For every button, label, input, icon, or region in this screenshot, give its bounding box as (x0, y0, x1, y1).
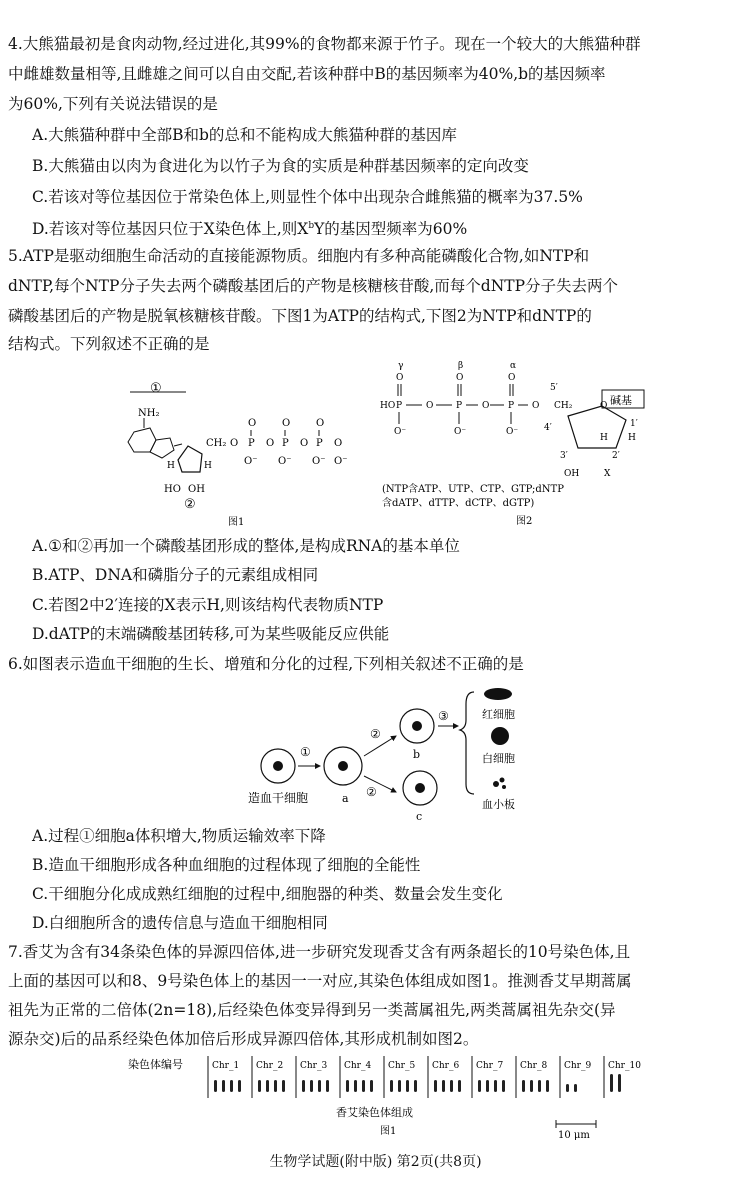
chromosome-label-9: Chr_9 (564, 1061, 592, 1071)
atp-o-3: O (300, 438, 309, 449)
karyotype-caption: 图1 (380, 1126, 397, 1137)
ntp-gamma: γ (398, 361, 404, 371)
atp-h-2: H (204, 461, 212, 471)
q6-line1: 6.如图表示造血干细胞的生长、增殖和分化的过程,下列相关叙述不正确的是 (8, 655, 524, 673)
chromosome-4-mark-4 (370, 1080, 373, 1092)
q4-option-c: C.若该对等位基因位于常染色体上,则显性个体中出现杂合雌熊猫的概率为37.5% (32, 188, 583, 206)
atp-oh: OH (188, 484, 205, 495)
atp-ch2: CH₂ (206, 438, 227, 449)
ntp-beta: β (458, 361, 464, 371)
q5-line3: 磷酸基团后的产物是脱氧核糖核苷酸。下图1为ATP的结构式,下图2为NTP和dNTP的 (8, 307, 592, 325)
chromosome-10-mark-2 (618, 1074, 621, 1092)
ntp-note-line2: 含dATP、dTTP、dCTP、dGTP) (382, 498, 535, 509)
stem-cell-label: 造血干细胞 (248, 791, 309, 805)
chromosome-label-1: Chr_1 (212, 1061, 240, 1071)
chromosome-4-mark-3 (362, 1080, 365, 1092)
q6-option-d: D.白细胞所含的遗传信息与造血干细胞相同 (32, 914, 328, 932)
step-1-label: ① (300, 745, 311, 759)
ntp-note-line1: (NTP含ATP、UTP、CTP、GTP;dNTP (382, 484, 564, 495)
chromosome-5-mark-2 (398, 1080, 401, 1092)
red-blood-cell-label: 红细胞 (482, 708, 515, 721)
q5-option-a: A.①和②再加一个磷酸基团形成的整体,是构成RNA的基本单位 (32, 537, 460, 555)
chromosome-6-mark-3 (450, 1080, 453, 1092)
platelet-label: 血小板 (482, 798, 515, 811)
chromosome-1-mark-2 (222, 1080, 225, 1092)
q7-line4: 源杂交)后的品系经染色体加倍后形成异源四倍体,其形成机制如图2。 (8, 1030, 479, 1048)
chromosome-6-mark-1 (434, 1080, 437, 1092)
q6-option-a: A.过程①细胞a体积增大,物质运输效率下降 (32, 827, 326, 845)
chromosome-8-mark-2 (530, 1080, 533, 1092)
q5-line1: 5.ATP是驱动细胞生命活动的直接能源物质。细胞内有多种高能磷酸化合物,如NTP和 (8, 247, 590, 265)
chromosome-4-mark-2 (354, 1080, 357, 1092)
atp-o-top-1: O (248, 418, 257, 429)
atp-p-3: P (316, 438, 323, 449)
ntp-ominus-1: O⁻ (394, 427, 407, 437)
atp-circle-1: ① (150, 381, 162, 396)
ntp-ch2: CH₂ (554, 401, 573, 411)
atp-p-2: P (282, 438, 289, 449)
chromosome-5-mark-1 (390, 1080, 393, 1092)
ntp-4prime: 4′ (544, 423, 552, 433)
atp-ominus-3: O⁻ (312, 456, 326, 467)
hematopoiesis-figure (236, 684, 536, 824)
ntp-o-top-a: O (508, 373, 516, 383)
ntp-ho: HO (380, 401, 396, 411)
q6-option-c: C.干细胞分化成成熟红细胞的过程中,细胞器的种类、数量会发生变化 (32, 885, 503, 903)
chromosome-8-mark-4 (546, 1080, 549, 1092)
chromosome-9-mark-2 (574, 1084, 577, 1092)
ntp-base: 碱基 (610, 394, 632, 407)
chromosome-label-4: Chr_4 (344, 1061, 372, 1071)
chromosome-3-mark-3 (318, 1080, 321, 1092)
atp-p-1: P (248, 438, 255, 449)
q5-line2: dNTP,每个NTP分子失去两个磷酸基团后的产物是核糖核苷酸,而每个dNTP分子失去两个 (8, 277, 619, 295)
cell-c-label: c (416, 810, 423, 823)
chromosome-5-mark-4 (414, 1080, 417, 1092)
chromosome-6-mark-2 (442, 1080, 445, 1092)
ntp-o-top-g: O (396, 373, 404, 383)
ntp-caption: 图2 (516, 516, 533, 527)
ntp-x: X (604, 469, 611, 479)
ntp-p-a: P (508, 401, 515, 411)
q4-option-d: D.若该对等位基因只位于X染色体上,则$X^bY$的基因型频率为60% (32, 220, 468, 239)
atp-o-top-3: O (316, 418, 325, 429)
atp-circle-2: ② (184, 497, 196, 512)
chromosome-7-mark-4 (502, 1080, 505, 1092)
cell-b-label: b (413, 748, 421, 761)
q5-line4: 结构式。下列叙述不正确的是 (8, 335, 210, 353)
q7-line1: 7.香艾为含有34条染色体的异源四倍体,进一步研究发现香艾含有两条超长的10号染色体,且 (8, 943, 631, 961)
chromosome-2-mark-2 (266, 1080, 269, 1092)
q4-line1: 4.大熊猫最初是食肉动物,经过进化,其99%的食物都来源于竹子。现在一个较大的大熊猫种群 (8, 35, 641, 53)
ntp-o-1: O (426, 401, 434, 411)
chromosome-3-mark-2 (310, 1080, 313, 1092)
page-footer: 生物学试题(附中版) 第2页(共8页) (269, 1154, 482, 1170)
white-blood-cell-label: 白细胞 (482, 752, 515, 765)
ntp-o-3: O (532, 401, 540, 411)
chromosome-1-mark-4 (238, 1080, 241, 1092)
karyotype-label: 染色体编号 (128, 1058, 183, 1071)
q5-option-d: D.dATP的末端磷酸基团转移,可为某些吸能反应供能 (32, 625, 390, 643)
chromosome-10-mark-1 (610, 1074, 613, 1092)
ntp-p-g: P (396, 401, 403, 411)
ntp-ominus-3: O⁻ (506, 427, 519, 437)
q6-option-b: B.造血干细胞形成各种血细胞的过程体现了细胞的全能性 (32, 856, 421, 874)
ntp-o-2: O (482, 401, 490, 411)
scale-bar-label: 10 μm (558, 1130, 590, 1141)
ntp-o-top-b: O (456, 373, 464, 383)
chromosome-label-2: Chr_2 (256, 1061, 284, 1071)
chromosome-label-10: Chr_10 (608, 1061, 641, 1071)
chromosome-6-mark-4 (458, 1080, 461, 1092)
q5-option-c: C.若图2中2′连接的X表示H,则该结构代表物质NTP (32, 596, 384, 614)
chromosome-2-mark-4 (282, 1080, 285, 1092)
chromosome-9-mark-1 (566, 1084, 569, 1092)
ntp-1prime: 1′ (630, 419, 638, 429)
atp-o-top-2: O (282, 418, 291, 429)
atp-ominus-4: O⁻ (334, 456, 348, 467)
ntp-h-1: H (628, 433, 636, 443)
chromosome-7-mark-1 (478, 1080, 481, 1092)
atp-ominus-1: O⁻ (244, 456, 258, 467)
q7-line2: 上面的基因可以和8、9号染色体上的基因一一对应,其染色体组成如图1。推测香艾早期蒿属 (8, 972, 632, 990)
karyotype-figure (120, 1054, 680, 1146)
q4-option-b: B.大熊猫由以肉为食进化为以竹子为食的实质是种群基因频率的定向改变 (32, 157, 529, 175)
q4-option-a: A.大熊猫种群中全部B和b的总和不能构成大熊猫种群的基因库 (32, 126, 457, 144)
step-3-label: ③ (438, 709, 449, 723)
step-2-label: ② (370, 727, 381, 741)
ntp-ominus-2: O⁻ (454, 427, 467, 437)
chromosome-3-mark-1 (302, 1080, 305, 1092)
atp-ho: HO (164, 484, 181, 495)
chromosome-label-5: Chr_5 (388, 1061, 416, 1071)
atp-o-2: O (266, 438, 275, 449)
chromosome-label-7: Chr_7 (476, 1061, 504, 1071)
chromosome-1-mark-1 (214, 1080, 217, 1092)
chromosome-1-mark-3 (230, 1080, 233, 1092)
atp-structure-figure (120, 380, 360, 530)
chromosome-label-6: Chr_6 (432, 1061, 460, 1071)
q7-line3: 祖先为正常的二倍体(2n=18),后经染色体变异得到另一类蒿属祖先,两类蒿属祖先杂交(异 (8, 1001, 616, 1019)
ntp-2prime: 2′ (612, 451, 620, 461)
q5-option-b: B.ATP、DNA和磷脂分子的元素组成相同 (32, 566, 319, 584)
chromosome-4-mark-1 (346, 1080, 349, 1092)
ntp-p-b: P (456, 401, 463, 411)
ntp-5prime: 5′ (550, 383, 558, 393)
atp-nh2: NH₂ (138, 408, 160, 419)
chromosome-label-8: Chr_8 (520, 1061, 548, 1071)
chromosome-2-mark-3 (274, 1080, 277, 1092)
chromosome-7-mark-2 (486, 1080, 489, 1092)
atp-caption: 图1 (228, 517, 245, 528)
chromosome-8-mark-3 (538, 1080, 541, 1092)
ntp-h-2: H (600, 433, 608, 443)
ntp-alpha: α (510, 361, 517, 371)
q4-line2: 中雌雄数量相等,且雌雄之间可以自由交配,若该种群中B的基因频率为40%,b的基因频率 (8, 65, 606, 83)
chromosome-2-mark-1 (258, 1080, 261, 1092)
q4-line3: 为60%,下列有关说法错误的是 (8, 95, 218, 113)
chromosome-8-mark-1 (522, 1080, 525, 1092)
ntp-ring-o: O (600, 401, 608, 411)
chromosome-3-mark-4 (326, 1080, 329, 1092)
cell-a-label: a (342, 792, 349, 805)
step-2b-label: ② (366, 785, 377, 799)
atp-ominus-2: O⁻ (278, 456, 292, 467)
atp-o-4: O (334, 438, 343, 449)
chromosome-5-mark-3 (406, 1080, 409, 1092)
karyotype-subtitle: 香艾染色体组成 (336, 1106, 413, 1119)
atp-h-1: H (167, 461, 175, 471)
atp-o-1: O (230, 438, 239, 449)
ntp-oh: OH (564, 469, 580, 479)
chromosome-7-mark-3 (494, 1080, 497, 1092)
ntp-3prime: 3′ (560, 451, 568, 461)
ntp-structure-figure (378, 356, 678, 528)
chromosome-label-3: Chr_3 (300, 1061, 328, 1071)
